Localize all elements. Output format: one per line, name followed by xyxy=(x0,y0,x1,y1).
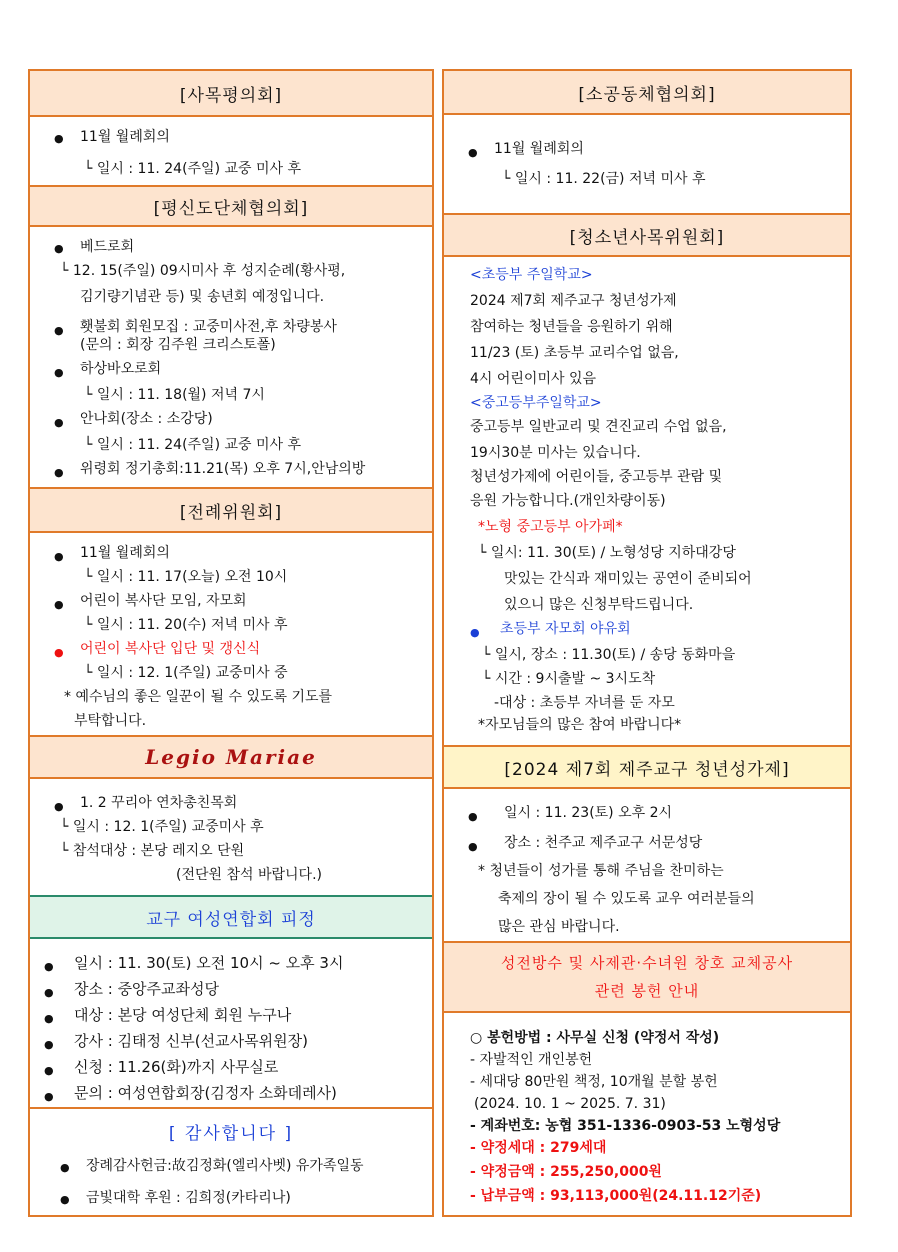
text-line-highlight: *노형 중고등부 아가페* xyxy=(478,519,623,535)
text-line: (문의 : 회장 김주원 크리스토폴) xyxy=(80,337,276,353)
text-line: * 예수님의 좋은 일꾼이 될 수 있도록 기도를 xyxy=(64,689,333,705)
text-line: └ 일시 : 11. 22(금) 저녁 미사 후 xyxy=(502,171,706,187)
text-line: 11/23 (토) 초등부 교리수업 없음, xyxy=(470,345,679,361)
text-line: 안나회(장소 : 소강당) xyxy=(80,411,213,427)
text-line: 일시 : 11. 23(토) 오후 2시 xyxy=(504,805,673,821)
right-column xyxy=(442,69,852,1217)
divider xyxy=(30,1107,432,1109)
section-header-jeollye: [전례위원회] xyxy=(30,487,432,533)
section-header-pyeongsin: [평신도단체협의회] xyxy=(30,185,432,227)
section-header-women: 교구 여성연합회 피정 xyxy=(30,895,432,939)
text-line: 19시30분 미사는 있습니다. xyxy=(470,445,641,461)
text-line: 베드로회 xyxy=(80,239,135,255)
left-column: [사목평의회] ● 11월 월례회의 └ 일시 : 11. 24(주일) 교중 미사 후 [평신도단체협의회] ● 베드로회 └ 12. 15(주일) 09시미사 후 성지순례(황사평, 김기량기념관 등) 및 송년회 예정입니다. ● 횃불회 회원모집 : 교중미사전,후 차량봉사 (문의 : 회장 김주원 크리스토폴) ● 하상바오로회 └ 일시 : 11. 18(월) 저녁 7시 ● 안나회(장소 : 소강당) └ 일시 : 11. 24(주일) 교중 미사 후 ● 위령회 정기총회:11.21(목) 오후 7시,안남의방 [전례위원회] ● 11월 월례회의 └ 일시 : 11. 17(오늘) 오전 10시 ● 어린이 복사단 모임, 자모회 └ 일시 : 11. 20(수) 저녁 미사 후 ● 어린이 복사단 입단 및 갱신식 └ 일시 : 12. 1(주일) 교중미사 중 * 예수님의 좋은 일꾼이 될 수 있도록 기도를 부탁합니다. Legio Mariae ● 1. 2 꾸리아 연차총친목회 └ 일시 : 12. 1(주일) 교중미사 후 └ 참석대상 : 본당 레지오 단원 (전단원 참석 바랍니다.) 교구 여성연합회 피정 ● 일시 : 11. 30(토) 오전 10시 ~ 오후 3시 ● 장소 : 중앙주교좌성당 ● 대상 : 본당 여성단체 회원 누구나 ● 강사 : 김태정 신부(선교사목위원장) ● 신청 : 11.26(화)까지 사무실로 ● 문의 : 여성연합회장(김정자 소화데레사) [ 감사합니다 ] ● 장례감사헌금:故김정화(엘리사벳) 유가족일동 ● 금빛대학 후원 : 김희정(카타리나) xyxy=(28,69,434,1217)
text-line: └ 12. 15(주일) 09시미사 후 성지순례(황사평, xyxy=(60,263,346,279)
text-line: 맛있는 간식과 재미있는 공연이 준비되어 xyxy=(504,571,752,587)
text-line: 많은 관심 바랍니다. xyxy=(498,919,620,935)
text-line: 어린이 복사단 모임, 자모회 xyxy=(80,593,247,609)
text-line: * 청년들이 성가를 통해 주님을 찬미하는 xyxy=(478,863,724,879)
text-line: └ 일시 : 11. 17(오늘) 오전 10시 xyxy=(84,569,288,585)
offering-title-line-2: 관련 봉헌 안내 xyxy=(594,982,700,1000)
text-line: 문의 : 여성연합회장(김정자 소화데레사) xyxy=(74,1084,337,1102)
section-body-pyeongsin: ● 베드로회 └ 12. 15(주일) 09시미사 후 성지순례(황사평, 김기량기념관 등) 및 송년회 예정입니다. ● 횃불회 회원모집 : 교중미사전,후 차량봉사 (문의 : 회장 김주원 크리스토폴) ● 하상바오로회 └ 일시 : 11. 18(월) 저녁 7시 ● 안나회(장소 : 소강당) └ 일시 : 11. 24(주일) 교중 미사 후 ● 위령회 정기총회:11.21(목) 오후 7시,안남의방 xyxy=(30,229,432,487)
text-line: 금빛대학 후원 : 김희정(카타리나) xyxy=(86,1190,291,1206)
text-line: 11월 월례회의 xyxy=(80,129,170,145)
text-line: └ 시간 : 9시출발 ~ 3시도착 xyxy=(482,671,656,687)
text-line-highlight: - 약정금액 : 255,250,000원 xyxy=(470,1164,662,1180)
text-line: 1. 2 꾸리아 연차총친목회 xyxy=(80,795,238,811)
section-body-women: ● 일시 : 11. 30(토) 오전 10시 ~ 오후 3시 ● 장소 : 중앙주교좌성당 ● 대상 : 본당 여성단체 회원 누구나 ● 강사 : 김태정 신부(선교사목위원장) ● 신청 : 11.26(화)까지 사무실로 ● 문의 : 여성연합회장(김정자 소화데레사) xyxy=(30,941,432,1107)
text-line: └ 일시 : 12. 1(주일) 교중미사 후 xyxy=(60,819,264,835)
text-line-highlight: - 약정세대 : 279세대 xyxy=(470,1140,607,1156)
text-line: -대상 : 초등부 자녀를 둔 자모 xyxy=(494,695,675,711)
text-line: 있으니 많은 신청부탁드립니다. xyxy=(504,597,694,613)
text-line: 일시 : 11. 30(토) 오전 10시 ~ 오후 3시 xyxy=(74,954,344,972)
text-line: 11월 월례회의 xyxy=(494,141,584,157)
text-line: *자모님들의 많은 참여 바랍니다* xyxy=(478,717,682,733)
text-line: 강사 : 김태정 신부(선교사목위원장) xyxy=(74,1032,308,1050)
text-line: └ 일시 : 11. 18(월) 저녁 7시 xyxy=(84,387,265,403)
text-line: 응원 가능합니다.(개인차량이동) xyxy=(470,493,666,509)
text-line: 위령회 정기총회:11.21(목) 오후 7시,안남의방 xyxy=(80,461,366,477)
text-line: 신청 : 11.26(화)까지 사무실로 xyxy=(74,1058,279,1076)
section-body-festival: ● 일시 : 11. 23(토) 오후 2시 ● 장소 : 천주교 제주교구 서문성당 * 청년들이 성가를 통해 주님을 찬미하는 축제의 장이 될 수 있도록 교우 여러분들의 많은 관심 바랍니다. xyxy=(444,791,850,943)
text-line: - 계좌번호: 농협 351-1336-0903-53 노형성당 xyxy=(470,1118,781,1134)
section-header-thanks: [ 감사합니다 ] xyxy=(168,1124,294,1144)
text-line: (전단원 참석 바랍니다.) xyxy=(176,867,322,883)
text-line: 장소 : 중앙주교좌성당 xyxy=(74,980,220,998)
section-body-offering xyxy=(444,1017,850,1213)
text-line-subheading: 초등부 자모회 야유회 xyxy=(500,621,631,637)
text-line: - 자발적인 개인봉헌 xyxy=(470,1052,593,1068)
text-line: 청년성가제에 어린이들, 중고등부 관람 및 xyxy=(470,469,723,485)
text-line: └ 일시 : 11. 24(주일) 교중 미사 후 xyxy=(84,161,302,177)
text-line: 2024 제7회 제주교구 청년성가제 xyxy=(470,293,677,309)
text-line: └ 참석대상 : 본당 레지오 단원 xyxy=(60,843,245,859)
text-line: └ 일시 : 12. 1(주일) 교중미사 중 xyxy=(84,665,288,681)
section-body-youth: <초등부 주일학교> 2024 제7회 제주교구 청년성가제 참여하는 청년들을 응원하기 위해 11/23 (토) 초등부 교리수업 없음, 4시 어린이미사 있음 <중고등부주일학교> 중고등부 일반교리 및 견진교리 수업 없음, 19시30분 미사는 있습니다. 청년성가제에 어린이들, 중고등부 관람 및 응원 가능합니다.(개인차량이동) *노형 중고등부 아가페* └ 일시: 11. 30(토) / 노형성당 지하대강당 맛있는 간식과 재미있는 공연이 준비되어 있으니 많은 신청부탁드립니다. ● 초등부 자모회 야유회 └ 일시, 장소 : 11.30(토) / 송당 동화마을 └ 시간 : 9시출발 ~ 3시도착 -대상 : 초등부 자녀를 둔 자모 *자모님들의 많은 참여 바랍니다* xyxy=(444,259,850,745)
text-line: 하상바오로회 xyxy=(80,361,162,377)
section-header-festival: [2024 제7회 제주교구 청년성가제] xyxy=(444,745,850,789)
text-line: ○ 봉헌방법 : 사무실 신청 (약정서 작성) xyxy=(470,1030,720,1046)
section-body-legio: ● 1. 2 꾸리아 연차총친목회 └ 일시 : 12. 1(주일) 교중미사 후 └ 참석대상 : 본당 레지오 단원 (전단원 참석 바랍니다.) xyxy=(30,781,432,895)
text-line: - 세대당 80만원 책정, 10개월 분할 봉헌 xyxy=(470,1074,718,1090)
text-line: 대상 : 본당 여성단체 회원 누구나 xyxy=(74,1006,292,1024)
section-header-samok: [사목평의회] xyxy=(30,71,432,117)
text-line: 4시 어린이미사 있음 xyxy=(470,371,596,387)
section-header-sogong: [소공동체협의회] xyxy=(444,71,850,115)
text-line: 축제의 장이 될 수 있도록 교우 여러분들의 xyxy=(498,891,755,907)
text-line-subheading: <중고등부주일학교> xyxy=(470,395,602,411)
section-body-sogong: ● 11월 월례회의 └ 일시 : 11. 22(금) 저녁 미사 후 xyxy=(444,117,850,213)
offering-title-line-1: 성전방수 및 사제관·수녀원 창호 교체공사 xyxy=(500,954,794,972)
text-line-subheading: <초등부 주일학교> xyxy=(470,267,593,283)
section-header-offering xyxy=(444,941,850,1013)
section-body-jeollye: ● 11월 월례회의 └ 일시 : 11. 17(오늘) 오전 10시 ● 어린이 복사단 모임, 자모회 └ 일시 : 11. 20(수) 저녁 미사 후 ● 어린이 복사단 입단 및 갱신식 └ 일시 : 12. 1(주일) 교중미사 중 * 예수님의 좋은 일꾼이 될 수 있도록 기도를 부탁합니다. xyxy=(30,535,432,735)
text-line: 장소 : 천주교 제주교구 서문성당 xyxy=(504,835,703,851)
text-line: └ 일시: 11. 30(토) / 노형성당 지하대강당 xyxy=(478,545,736,561)
text-line: └ 일시 : 11. 24(주일) 교중 미사 후 xyxy=(84,437,302,453)
text-line: └ 일시 : 11. 20(수) 저녁 미사 후 xyxy=(84,617,288,633)
text-line-highlight: 어린이 복사단 입단 및 갱신식 xyxy=(80,641,261,657)
section-body-samok: ● 11월 월례회의 └ 일시 : 11. 24(주일) 교중 미사 후 xyxy=(30,119,432,185)
text-line: 김기량기념관 등) 및 송년회 예정입니다. xyxy=(80,289,325,305)
section-header-legio: Legio Mariae xyxy=(30,735,432,779)
section-header-youth: [청소년사목위원회] xyxy=(444,213,850,257)
text-line: 11월 월례회의 xyxy=(80,545,170,561)
text-line: 중고등부 일반교리 및 견진교리 수업 없음, xyxy=(470,419,727,435)
text-line: (2024. 10. 1 ~ 2025. 7. 31) xyxy=(474,1096,666,1112)
text-line: 참여하는 청년들을 응원하기 위해 xyxy=(470,319,673,335)
text-line: 횃불회 회원모집 : 교중미사전,후 차량봉사 xyxy=(80,319,337,335)
text-line: 부탁합니다. xyxy=(74,713,147,729)
text-line-highlight: - 납부금액 : 93,113,000원(24.11.12기준) xyxy=(470,1188,762,1204)
text-line: └ 일시, 장소 : 11.30(토) / 송당 동화마을 xyxy=(482,647,736,663)
text-line: 장례감사헌금:故김정화(엘리사벳) 유가족일동 xyxy=(86,1158,364,1174)
